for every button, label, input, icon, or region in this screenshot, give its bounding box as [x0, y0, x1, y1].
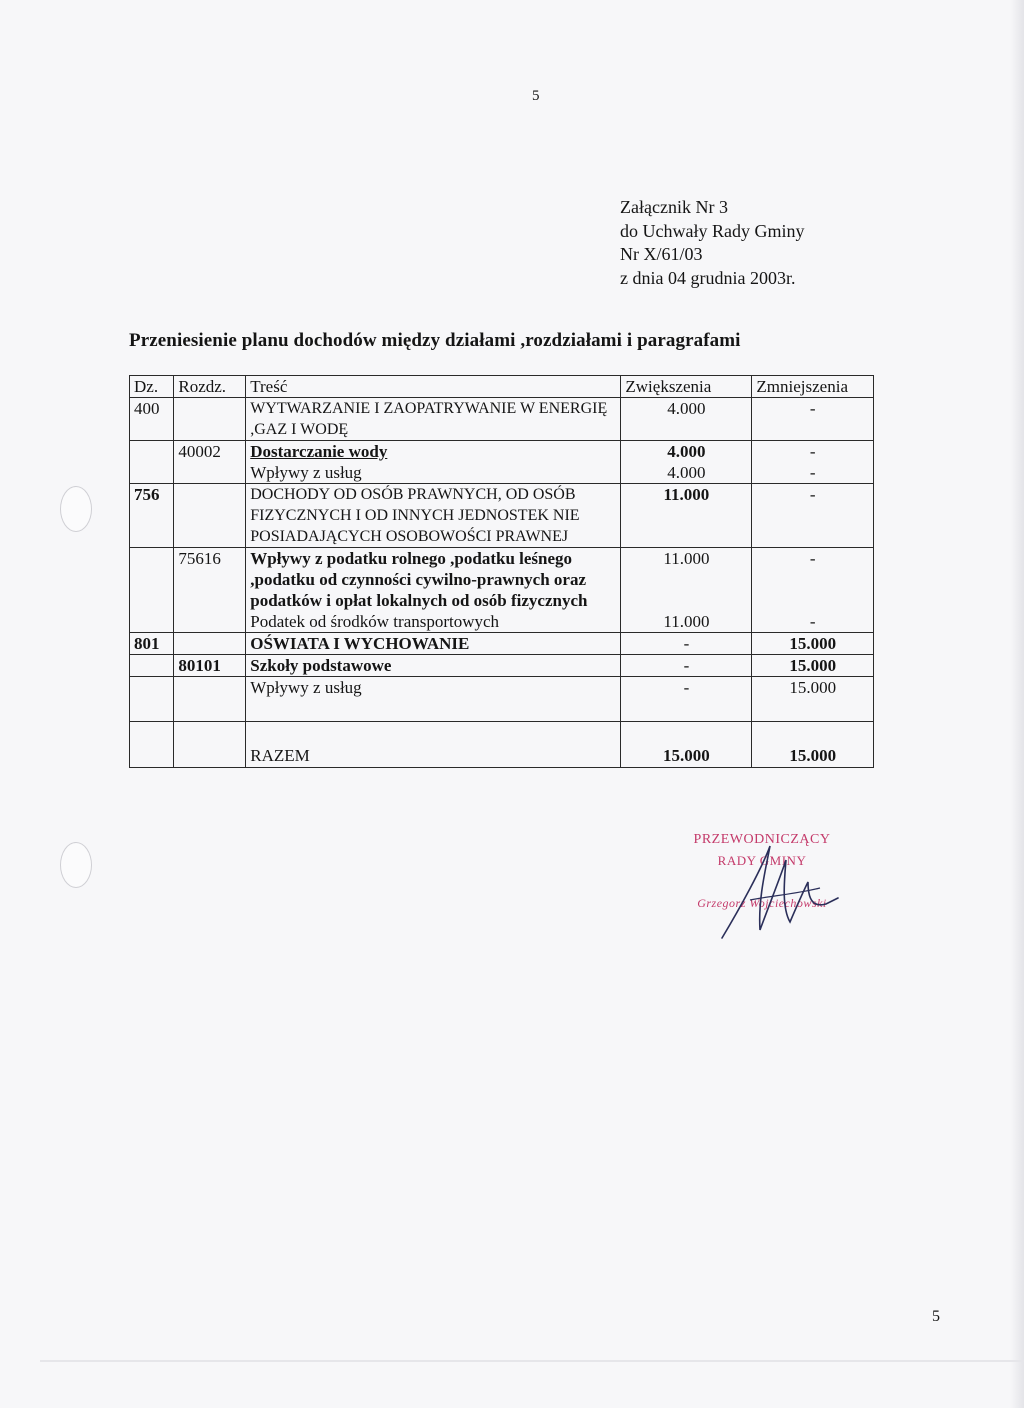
cell-dz — [130, 611, 174, 633]
cell-rozdz — [174, 677, 246, 722]
stamp-name: Grzegorz Wojciechowski — [697, 896, 827, 910]
table-row — [130, 677, 874, 722]
cell-rozdz — [174, 611, 246, 633]
page-number-bottom: 5 — [932, 1308, 940, 1325]
cell-zwiekszenia: 4.000 — [621, 398, 752, 441]
stamp-title: PRZEWODNICZĄCY — [693, 832, 831, 847]
cell-tresc: OŚWIATA I WYCHOWANIE — [246, 633, 621, 655]
cell-dz: 400 — [130, 398, 174, 441]
annex-line-2: do Uchwały Rady Gminy — [620, 220, 805, 241]
table-row — [130, 398, 874, 441]
header-zmniejszenia: Zmniejszenia — [752, 376, 874, 398]
table-header-row — [130, 376, 874, 398]
header-dz: Dz. — [130, 376, 174, 398]
cell-rozdz — [174, 722, 246, 768]
cell-zmniejszenia: - — [752, 548, 874, 612]
cell-rozdz — [174, 398, 246, 441]
table-row — [130, 462, 874, 484]
cell-zwiekszenia: 11.000 — [621, 611, 752, 633]
scan-fold-line — [40, 1360, 1024, 1362]
total-zwiekszenia: 15.000 — [621, 722, 752, 768]
table-row — [130, 548, 874, 612]
cell-zmniejszenia: - — [752, 484, 874, 548]
total-label: RAZEM — [246, 722, 621, 768]
cell-dz — [130, 655, 174, 677]
cell-zmniejszenia: 15.000 — [752, 633, 874, 655]
cell-tresc: WYTWARZANIE I ZAOPATRYWANIE W ENERGIĘ ,GAZ I WODĘ — [246, 398, 621, 441]
cell-rozdz — [174, 484, 246, 548]
cell-tresc: Dostarczanie wody — [246, 441, 621, 463]
scan-edge — [1010, 0, 1024, 1408]
cell-zmniejszenia: - — [752, 611, 874, 633]
cell-dz — [130, 722, 174, 768]
cell-zmniejszenia: 15.000 — [752, 677, 874, 722]
table-row — [130, 633, 874, 655]
cell-rozdz — [174, 633, 246, 655]
stamp-council: RADY GMINY — [717, 853, 807, 868]
annex-line-1: Załącznik Nr 3 — [620, 197, 728, 217]
table-row — [130, 655, 874, 677]
cell-rozdz: 40002 — [174, 441, 246, 463]
header-rozdz: Rozdz. — [174, 376, 246, 398]
table-total-row — [130, 722, 874, 768]
header-tresc: Treść — [246, 376, 621, 398]
cell-dz — [130, 548, 174, 612]
cell-zmniejszenia: - — [752, 441, 874, 463]
cell-zwiekszenia: 4.000 — [621, 441, 752, 463]
income-transfer-table — [129, 375, 874, 768]
cell-zwiekszenia: 11.000 — [621, 484, 752, 548]
cell-tresc: Wpływy z usług — [246, 462, 621, 484]
document-title: Przeniesienie planu dochodów między działami ,rozdziałami i paragrafami — [129, 330, 741, 351]
cell-tresc: DOCHODY OD OSÓB PRAWNYCH, OD OSÓB FIZYCZNYCH I OD INNYCH JEDNOSTEK NIE POSIADAJĄCYCH OSOBOWOŚCI PRAWNEJ — [246, 484, 621, 548]
cell-dz — [130, 677, 174, 722]
cell-zwiekszenia: - — [621, 655, 752, 677]
punch-hole-upper — [60, 486, 92, 532]
cell-zmniejszenia: - — [752, 462, 874, 484]
cell-zwiekszenia: - — [621, 633, 752, 655]
annex-line-4: z dnia 04 grudnia 2003r. — [620, 267, 796, 288]
table-row — [130, 611, 874, 633]
cell-rozdz — [174, 462, 246, 484]
cell-rozdz: 80101 — [174, 655, 246, 677]
cell-dz: 801 — [130, 633, 174, 655]
cell-zwiekszenia: 11.000 — [621, 548, 752, 612]
annex-header — [620, 196, 804, 290]
cell-tresc: Szkoły podstawowe — [246, 655, 621, 677]
cell-tresc: Wpływy z podatku rolnego ,podatku leśnego ,podatku od czynności cywilno-prawnych oraz podatków i opłat lokalnych od osób fizycznych — [246, 548, 621, 612]
handwritten-signature — [700, 838, 850, 948]
cell-zwiekszenia: - — [621, 677, 752, 722]
cell-rozdz: 75616 — [174, 548, 246, 612]
page-number-top: 5 — [532, 88, 540, 104]
total-zmniejszenia: 15.000 — [752, 722, 874, 768]
cell-zmniejszenia: 15.000 — [752, 655, 874, 677]
cell-zwiekszenia: 4.000 — [621, 462, 752, 484]
header-zwiekszenia: Zwiększenia — [621, 376, 752, 398]
table-row — [130, 484, 874, 548]
cell-dz: 756 — [130, 484, 174, 548]
cell-zmniejszenia: - — [752, 398, 874, 441]
cell-tresc: Podatek od środków transportowych — [246, 611, 621, 633]
punch-hole-lower — [60, 842, 92, 888]
table-row — [130, 441, 874, 463]
cell-dz — [130, 462, 174, 484]
cell-dz — [130, 441, 174, 463]
annex-line-3: Nr X/61/03 — [620, 244, 703, 264]
cell-tresc: Wpływy z usług — [246, 677, 621, 722]
